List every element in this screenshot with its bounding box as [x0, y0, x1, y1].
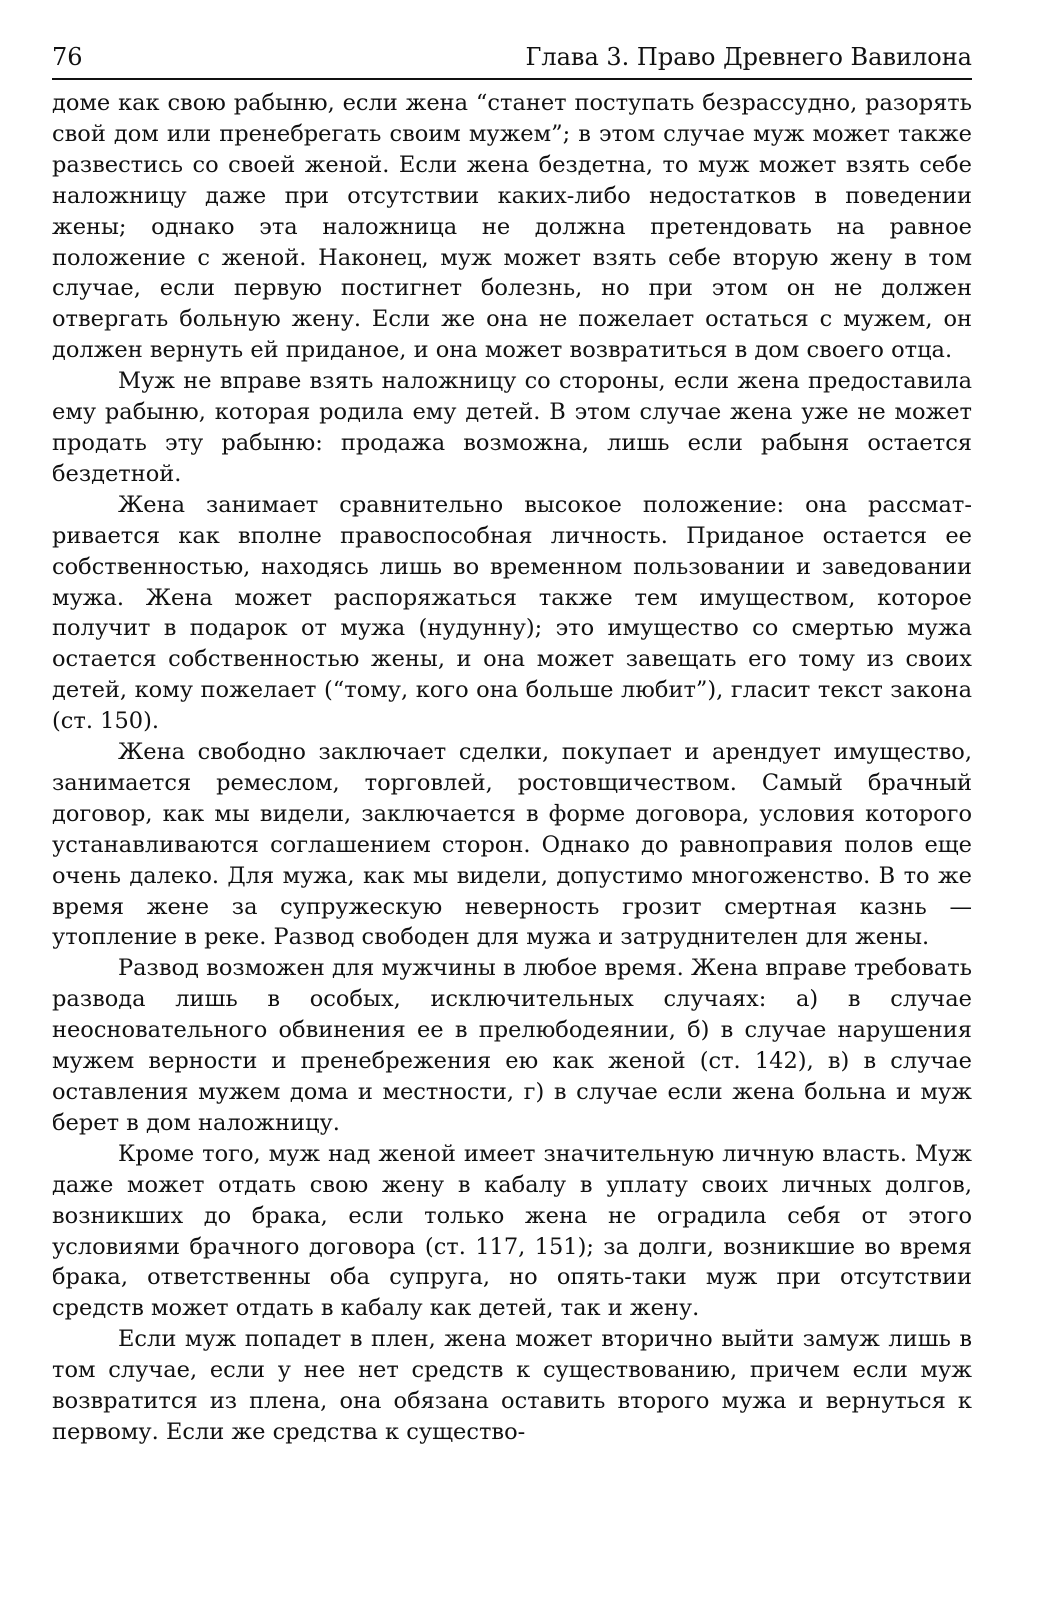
page-number: 76 — [52, 43, 83, 71]
paragraph: Муж не вправе взять наложницу со стороны, если жена предоставила ему рабыню, которая родила ему детей. В этом случае жена уже не может продать эту рабыню: продажа возможна, лишь если рабыня остается бездетной. — [52, 368, 972, 487]
paragraph: Жена занимает сравнительно высокое положение: она рассматривается как вполне правоспособная личность. Приданое остается ее собственностью, находясь лишь во временном пользовании и заведовании мужа. Жена может распоряжаться также тем имуществом, которое получит в подарок от мужа (нудунну); это имущество со смертью мужа остается собственностью жены, и она может завещать его тому из своих детей, кому пожелает (“тому, кого она больше любит”), гласит текст закона (ст. 150). — [52, 491, 972, 735]
paragraph: доме как свою рабыню, если жена “станет поступать безрассудно, разорять свой дом или пренебрегать своим мужем”; в этом случае муж может также развестись со своей женой. Если жена бездетна, то муж может взять себе наложницу даже при отсутствии каких-либо недостатков в поведении жены; однако эта наложница не должна претендовать на равное положение с женой. Наконец, муж может взять себе вторую жену в том случае, если первую постигнет болезнь, но при этом он не должен отвергать больную жену. Если же она не пожелает остаться с мужем, он должен вернуть ей приданое, и она может возвратиться в дом своего отца. — [52, 90, 972, 364]
paragraph: Жена свободно заключает сделки, покупает и арендует имущество, занимается ремеслом, торговлей, ростовщичеством. Самый брачный договор, как мы видели, заключается в форме договора, условия которого устанавливаются соглашением сторон. Однако до равноправия полов еще очень далеко. Для мужа, как мы видели, допустимо многоженство. В то же время жене за супружескую неверность грозит смертная казнь — утопление в реке. Развод свободен для мужа и затруднителен для жены. — [52, 739, 972, 951]
body-text — [52, 88, 972, 1448]
paragraph: Развод возможен для мужчины в любое время. Жена вправе требовать развода лишь в особых, исключительных случаях: а) в случае неосновательного обвинения ее в прелюбодеянии, б) в случае нарушения мужем верности и пренебрежения ею как женой (ст. 142), в) в случае оставления мужем дома и местности, г) в случае если жена больна и муж берет в дом наложницу. — [52, 955, 972, 1136]
page-header — [52, 42, 972, 80]
book-page — [52, 42, 972, 1448]
paragraph: Если муж попадет в плен, жена может вторично выйти замуж лишь в том случае, если у нее нет средств к существованию, причем если муж возвратится из плена, она обязана оставить второго мужа и вернуться к первому. Если же средства к существо- — [52, 1326, 972, 1445]
running-title: Глава 3. Право Древнего Вавилона — [525, 43, 972, 71]
paragraph: Кроме того, муж над женой имеет значительную личную власть. Муж даже может отдать свою жену в кабалу в уплату своих личных долгов, возникших до брака, если только жена не оградила себя от этого условиями брачного договора (ст. 117, 151); за долги, возникшие во время брака, ответственны оба супруга, но опять-таки муж при отсутствии средств может отдать в кабалу как детей, так и жену. — [52, 1140, 972, 1322]
